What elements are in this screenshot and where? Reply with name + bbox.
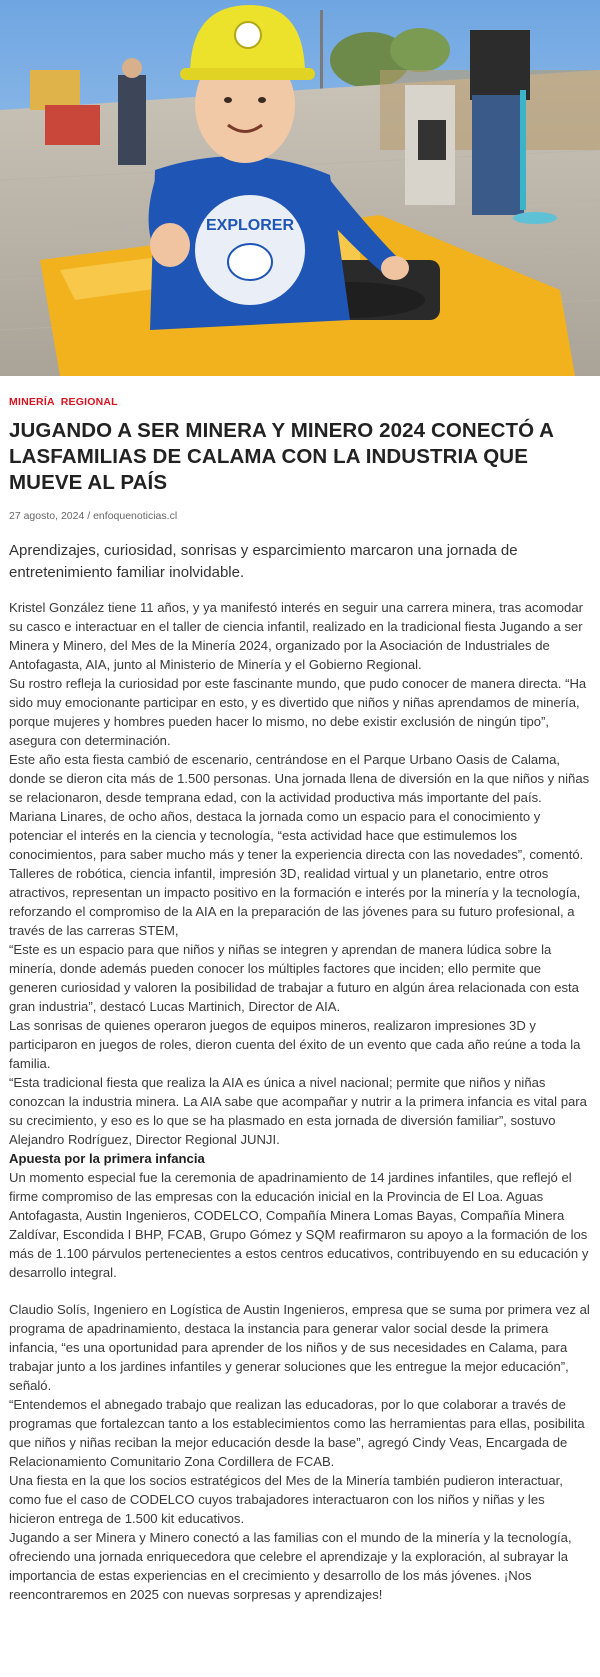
- shirt-print-text: EXPLORER: [205, 217, 295, 234]
- body-paragraph: Las sonrisas de quienes operaron juegos de equipos mineros, realizaron impresiones 3D y participaron en juegos de roles, dieron cuenta del éxito de un evento que cada año reúne a toda la familia.: [9, 1018, 581, 1071]
- body-paragraph: Talleres de robótica, ciencia infantil, impresión 3D, realidad virtual y un planetario, entre otros atractivos, representan un impacto positivo en la formación e interés por la minería y la tecnología, reforzando el compromiso de la AIA en la preparación de las jóvenes para su futuro profesional, a través de las carreras STEM,: [9, 866, 581, 938]
- body-paragraph: Claudio Solís, Ingeniero en Logística de Austin Ingenieros, empresa que se suma por primera vez al programa de apadrinamiento, destaca la instancia para generar valor social desde la primera infancia, “es una oportunidad para aprender de los niños y de sus necesidades en Calama, para trabajar junto a los jardines infantiles y generar soluciones que les entregue la mejor educación”, señaló.: [9, 1302, 590, 1393]
- body-paragraph: Este año esta fiesta cambió de escenario, centrándose en el Parque Urbano Oasis de Calama, donde se dieron cita más de 1.500 personas. Una jornada llena de diversión en la que niños y niñas se relacionaron, desde temprana edad, con la actividad productiva más importante del país.: [9, 752, 590, 805]
- body-paragraph: Mariana Linares, de ocho años, destaca la jornada como un espacio para el conocimiento y potenciar el interés en la ciencia y tecnología, “esta actividad hace que estimulemos los conocimientos, para saber mucho más y tener la experiencia directa con las novedades”, comentó.: [9, 809, 584, 862]
- body-paragraph: Una fiesta en la que los socios estratégicos del Mes de la Minería también pudieron interactuar, como fue el caso de CODELCO cuyos trabajadores interactuaron con los niños y niñas y les hicieron entrega de 1.500 kit educativos.: [9, 1473, 563, 1526]
- body-paragraph: Jugando a ser Minera y Minero conectó a las familias con el mundo de la minería y la tecnología, ofreciendo una jornada enriquecedora que celebre el aprendizaje y la exploración, al subrayar la importancia de estas experiencias en el crecimiento y desarrollo de los más jóvenes. ¡Nos reencontraremos en 2025 con nuevas sorpresas y aprendizajes!: [9, 1530, 572, 1602]
- category-link-mineria[interactable]: MINERÍA: [9, 396, 55, 408]
- article-meta: [9, 510, 591, 522]
- body-paragraph: Kristel González tiene 11 años, y ya manifestó interés en seguir una carrera minera, tras acomodar su casco e interactuar en el taller de ciencia infantil, realizado en la tradicional fiesta Jugando a ser Minera y Minero, del Mes de la Minería 2024, organizado por la Asociación de Industriales de Antofagasta, AIA, junto al Ministerio de Minería y el Gobierno Regional.: [9, 600, 583, 672]
- article-source: enfoquenoticias.cl: [93, 510, 178, 522]
- body-paragraph: “Este es un espacio para que niños y niñas se integren y aprendan de manera lúdica sobre la minería, donde además pueden conocer los múltiples factores que inciden; ello permite que generen curiosidad y valoren la posibilidad de trabajar a futuro en algún área relacionada con esta gran industria”, destacó Lucas Martinich, Director de AIA.: [9, 942, 579, 1014]
- body-paragraph: “Esta tradicional fiesta que realiza la AIA es única a nivel nacional; permite que niños y niñas conozcan la industria minera. La AIA sabe que acompañar y nutrir a la primera infancia es vital para su crecimiento, y eso es lo que se ha plasmado en esta jornada de diversión familiar”, sostuvo Alejandro Rodríguez, Director Regional JUNJI.: [9, 1075, 587, 1147]
- hero-photo: [0, 0, 600, 376]
- body-paragraph: Un momento especial fue la ceremonia de apadrinamiento de 14 jardines infantiles, que reflejó el firme compromiso de las empresas con la educación inicial en la Provincia de El Loa. Aguas Antofagasta, Austin Ingenieros, CODELCO, Compañía Minera Lomas Bayas, Compañía Minera Zaldívar, Escondida I BHP, FCAB, Grupo Gómez y SQM reafirmaron su apoyo a la formación de los más de 1.100 párvulos pertenecientes a estos centros educativos, contribuyendo en su educación y desarrollo integral.: [9, 1170, 589, 1280]
- category-list: [9, 396, 591, 408]
- article-title: JUGANDO A SER MINERA Y MINERO 2024 CONECTÓ A LASFAMILIAS DE CALAMA CON LA INDUSTRIA QUE MUEVE AL PAÍS: [9, 419, 554, 494]
- meta-separator: /: [84, 510, 94, 522]
- article-lead: Aprendizajes, curiosidad, sonrisas y esparcimiento marcaron una jornada de entretenimiento familiar inolvidable.: [9, 542, 518, 581]
- hero-illustration: [0, 0, 600, 376]
- body-paragraph: “Entendemos el abnegado trabajo que realizan las educadoras, por lo que colaborar a través de programas que fortalezcan tanto a los establecimientos como las herramientas para ellas, posibilita que niños y niñas reciban la mejor educación desde la base”, agregó Cindy Veas, Encargada de Relacionamiento Comunitario Zona Cordillera de FCAB.: [9, 1397, 585, 1469]
- article-body: [9, 598, 591, 1604]
- article-date: 27 agosto, 2024: [9, 510, 85, 522]
- body-paragraph: Su rostro refleja la curiosidad por este fascinante mundo, que pudo conocer de manera directa. “Ha sido muy emocionante participar en esto, y es divertido que niños y niñas aprendamos de minería, porque mujeres y hombres pueden hacer lo mismo, no debe existir exclusión de ningún tipo”, asegura con determinación.: [9, 676, 587, 748]
- category-link-regional[interactable]: REGIONAL: [60, 396, 118, 408]
- section-subheading: Apuesta por la primera infancia: [9, 1151, 205, 1166]
